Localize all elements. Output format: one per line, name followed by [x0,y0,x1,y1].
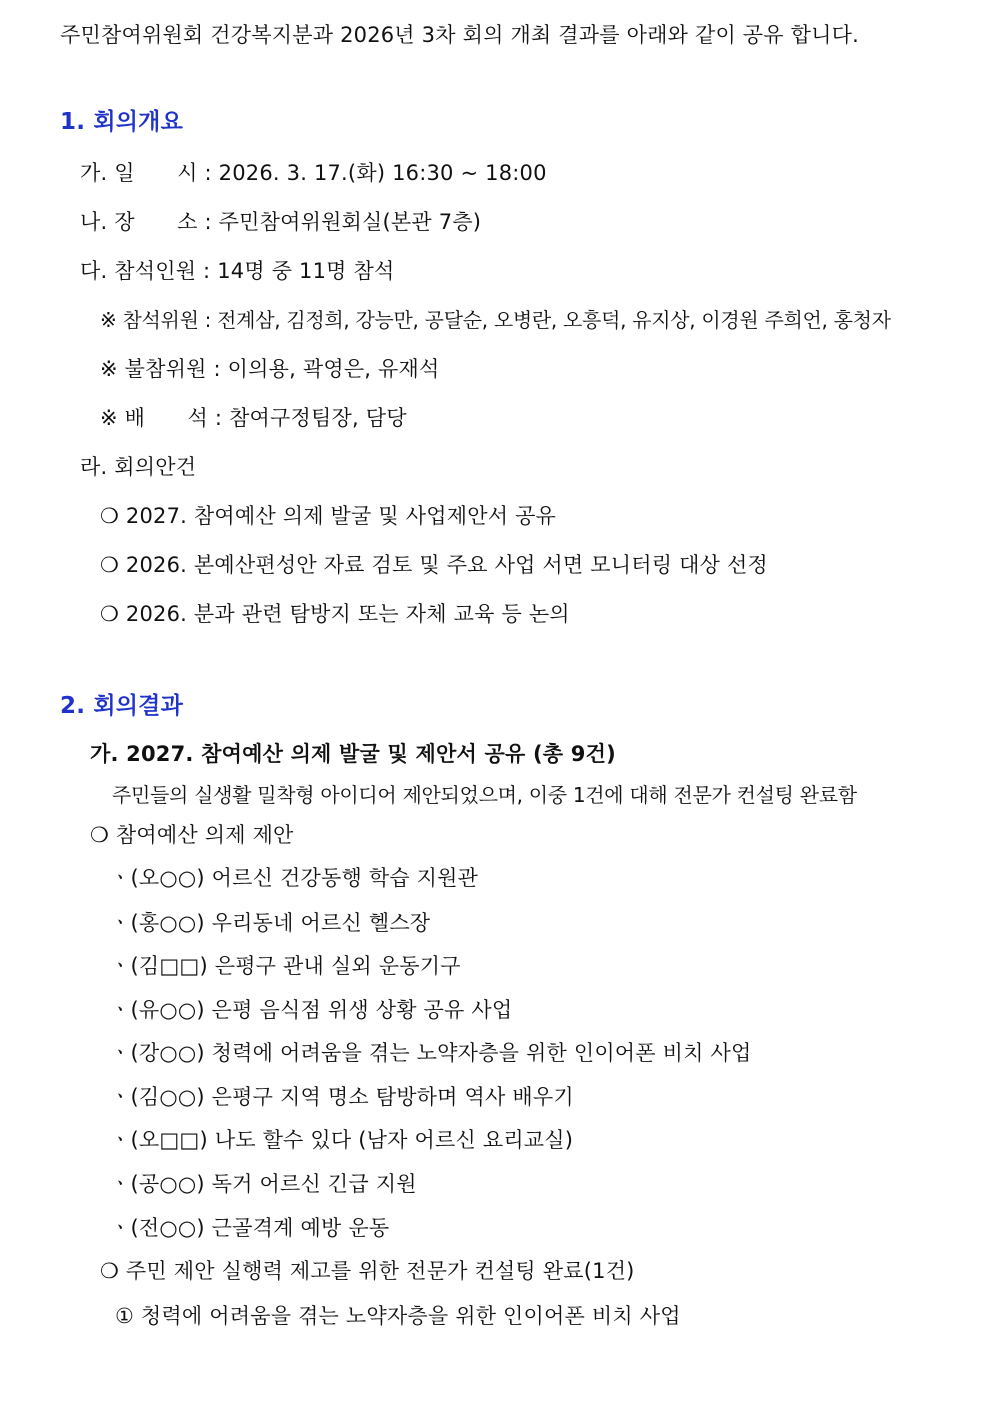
consulting-title: ❍ 주민 제안 실행력 제고를 위한 전문가 컨설팅 완료(1건) [100,1259,635,1283]
agenda-item: ❍ 2026. 본예산편성안 자료 검토 및 주요 사업 서면 모니터링 대상 선정 [100,553,768,577]
proposal-item: ㆍ(홍○○) 우리동네 어르신 헬스장 [110,911,431,935]
proposal-item: ㆍ(김□□) 은평구 관내 실외 운동기구 [110,954,461,978]
meeting-place: 나. 장 소 : 주민참여위원회실(본관 7층) [80,210,482,234]
proposal-list-title: ❍ 참여예산 의제 제안 [90,823,294,847]
result-a-description: 주민들의 실생활 밀착형 아이디어 제안되었으며, 이중 1건에 대해 전문가 컨설팅 완료함 [112,783,857,807]
section-1-heading: 1. 회의개요 [60,109,184,135]
present-members: ※ 참석위원 : 전계삼, 김정희, 강능만, 공달순, 오병란, 오흥덕, 유지상, 이경원 주희언, 홍청자 [100,308,891,332]
proposal-item: ㆍ(강○○) 청력에 어려움을 겪는 노약자층을 위한 인이어폰 비치 사업 [110,1041,752,1065]
proposal-item: ㆍ(유○○) 은평 음식점 위생 상황 공유 사업 [110,998,513,1022]
meeting-date: 가. 일 시 : 2026. 3. 17.(화) 16:30 ~ 18:00 [80,161,547,185]
intro-text: 주민참여위원회 건강복지분과 2026년 3차 회의 개최 결과를 아래와 같이 공유 합니다. [60,23,859,47]
proposal-item: ㆍ(공○○) 독거 어르신 긴급 지원 [110,1172,417,1196]
agenda-item: ❍ 2026. 분과 관련 탐방지 또는 자체 교육 등 논의 [100,602,570,626]
result-a-title: 가. 2027. 참여예산 의제 발굴 및 제안서 공유 (총 9건) [90,742,616,766]
absent-members: ※ 불참위원 : 이의용, 곽영은, 유재석 [100,357,440,381]
attendance-count: 다. 참석인원 : 14명 중 11명 참석 [80,259,395,283]
agenda-item: ❍ 2027. 참여예산 의제 발굴 및 사업제안서 공유 [100,504,557,528]
proposal-item: ㆍ(전○○) 근골격계 예방 운동 [110,1216,390,1240]
proposal-item: ㆍ(오□□) 나도 할수 있다 (남자 어르신 요리교실) [110,1128,574,1152]
section-2-heading: 2. 회의결과 [60,693,184,719]
attending-staff: ※ 배 석 : 참여구정팀장, 담당 [100,406,407,430]
proposal-item: ㆍ(김○○) 은평구 지역 명소 탐방하며 역사 배우기 [110,1085,574,1109]
proposal-item: ㆍ(오○○) 어르신 건강동행 학습 지원관 [110,866,479,890]
consulting-item: ① 청력에 어려움을 겪는 노약자층을 위한 인이어폰 비치 사업 [115,1304,681,1328]
agenda-title: 라. 회의안건 [80,455,197,479]
